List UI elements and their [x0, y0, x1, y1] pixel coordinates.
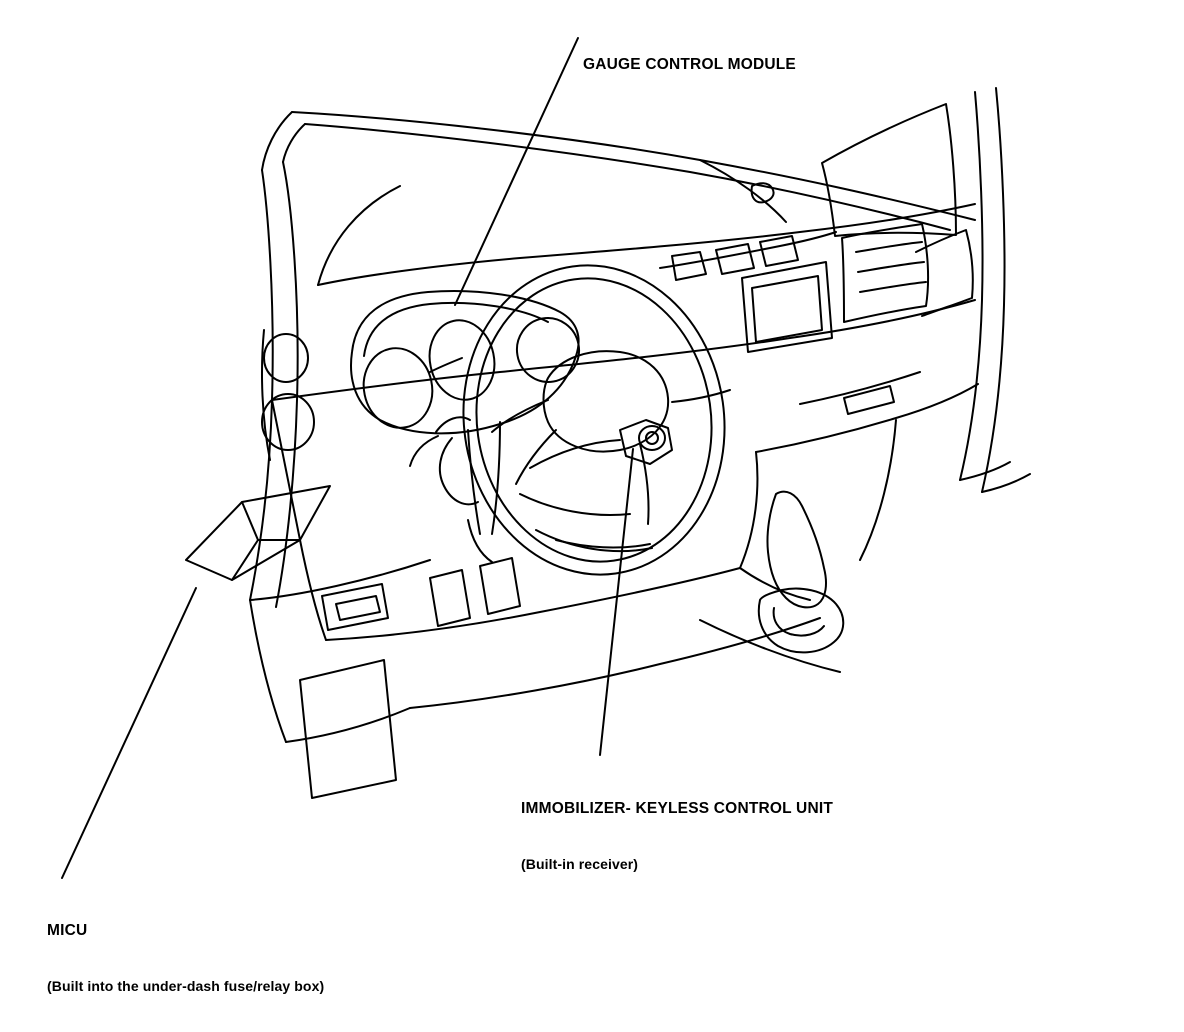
- leader-line-immobilizer: [600, 449, 633, 755]
- leader-line-gauge-control-module: [455, 38, 578, 305]
- callout-label-micu: [47, 884, 324, 1032]
- callout-line-2: (Built-in receiver): [521, 855, 639, 872]
- callout-label-immobilizer-keyless-control-unit: [521, 762, 833, 910]
- callout-line-1: MICU: [47, 921, 88, 939]
- leader-line-micu: [62, 588, 196, 878]
- callout-line-2: (Built into the under-dash fuse/relay box): [47, 977, 325, 994]
- callout-line-1: IMMOBILIZER- KEYLESS CONTROL UNIT: [521, 799, 834, 817]
- callout-label-gauge-control-module: [583, 18, 796, 112]
- callout-line-1: GAUGE CONTROL MODULE: [583, 55, 796, 73]
